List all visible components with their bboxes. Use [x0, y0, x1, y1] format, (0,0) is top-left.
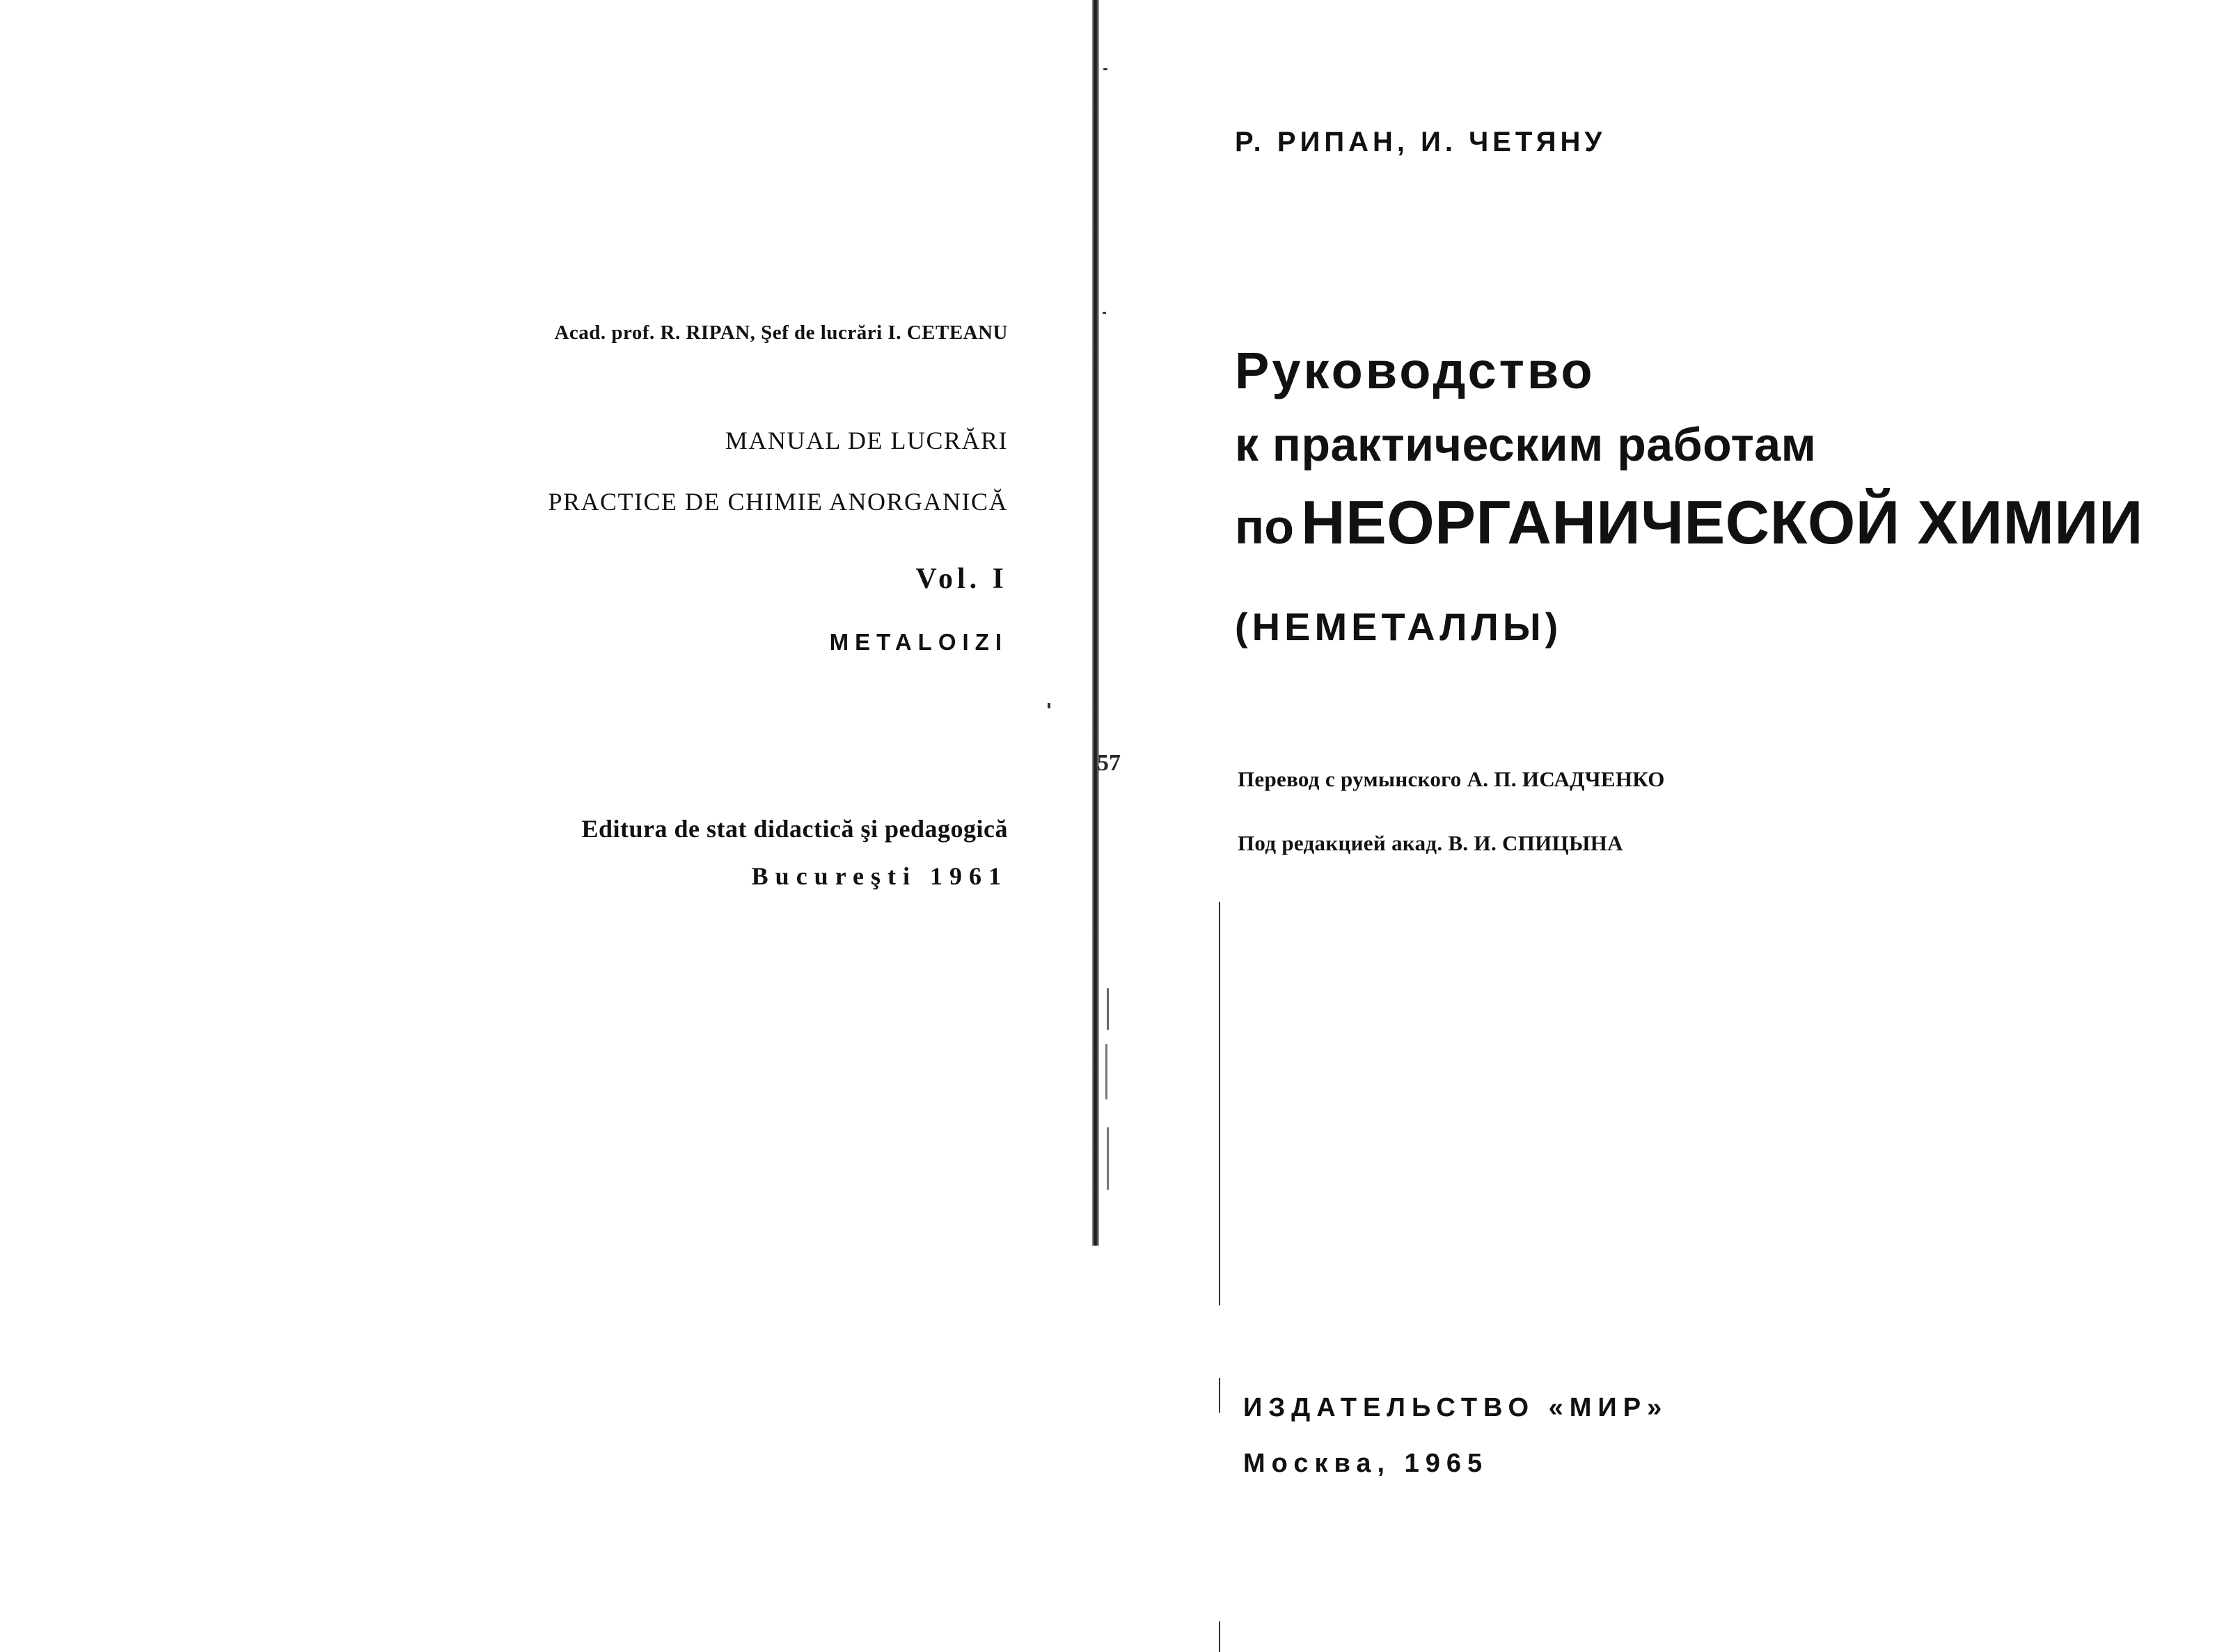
title-line-3-main: НЕОРГАНИЧЕСКОЙ ХИМИИ: [1301, 488, 2143, 557]
translation-publisher: ИЗДАТЕЛЬСТВО «МИР»: [1243, 1393, 1668, 1422]
translation-title-line-1: Руководство: [1235, 342, 1595, 399]
original-title-line-1: MANUAL DE LUCRĂRI: [725, 427, 1008, 454]
scan-speck: [1107, 1127, 1109, 1190]
original-volume: Vol. I: [915, 563, 1008, 595]
margin-line: [1219, 902, 1220, 1305]
original-publisher: Editura de stat didactică şi pedagogică: [581, 815, 1008, 843]
translator-credit: Перевод с румынского А. П. ИСАДЧЕНКО: [1238, 767, 1665, 791]
original-subtitle: METALOIZI: [829, 629, 1008, 655]
editor-credit: Под редакцией акад. В. И. СПИЦЫНА: [1238, 831, 1623, 855]
original-title-line-2: PRACTICE DE CHIMIE ANORGANICĂ: [548, 488, 1008, 516]
translation-subtitle: (НЕМЕТАЛЛЫ): [1235, 605, 1563, 649]
translation-title-line-2: к практическим работам: [1235, 418, 1817, 471]
translation-title-line-3: [1235, 487, 2143, 558]
scan-speck: [1103, 312, 1106, 314]
gutter-page-number: 57: [1097, 750, 1121, 776]
translation-authors: Р. РИПАН, И. ЧЕТЯНУ: [1235, 127, 1607, 157]
margin-line: [1219, 1621, 1220, 1652]
margin-line: [1219, 1378, 1220, 1413]
scan-speck: [1103, 68, 1107, 70]
original-authors: Acad. prof. R. RIPAN, Şef de lucrări I. CETEANU: [554, 321, 1008, 344]
title-line-3-prefix: по: [1235, 500, 1295, 554]
book-spine-shadow: [1092, 0, 1099, 1246]
scan-speck: [1107, 988, 1109, 1030]
scan-speck: [1048, 703, 1050, 708]
translation-city-year: Москва, 1965: [1243, 1449, 1489, 1478]
scan-speck: [1105, 1044, 1107, 1099]
original-city-year: Bucureşti 1961: [751, 862, 1008, 890]
